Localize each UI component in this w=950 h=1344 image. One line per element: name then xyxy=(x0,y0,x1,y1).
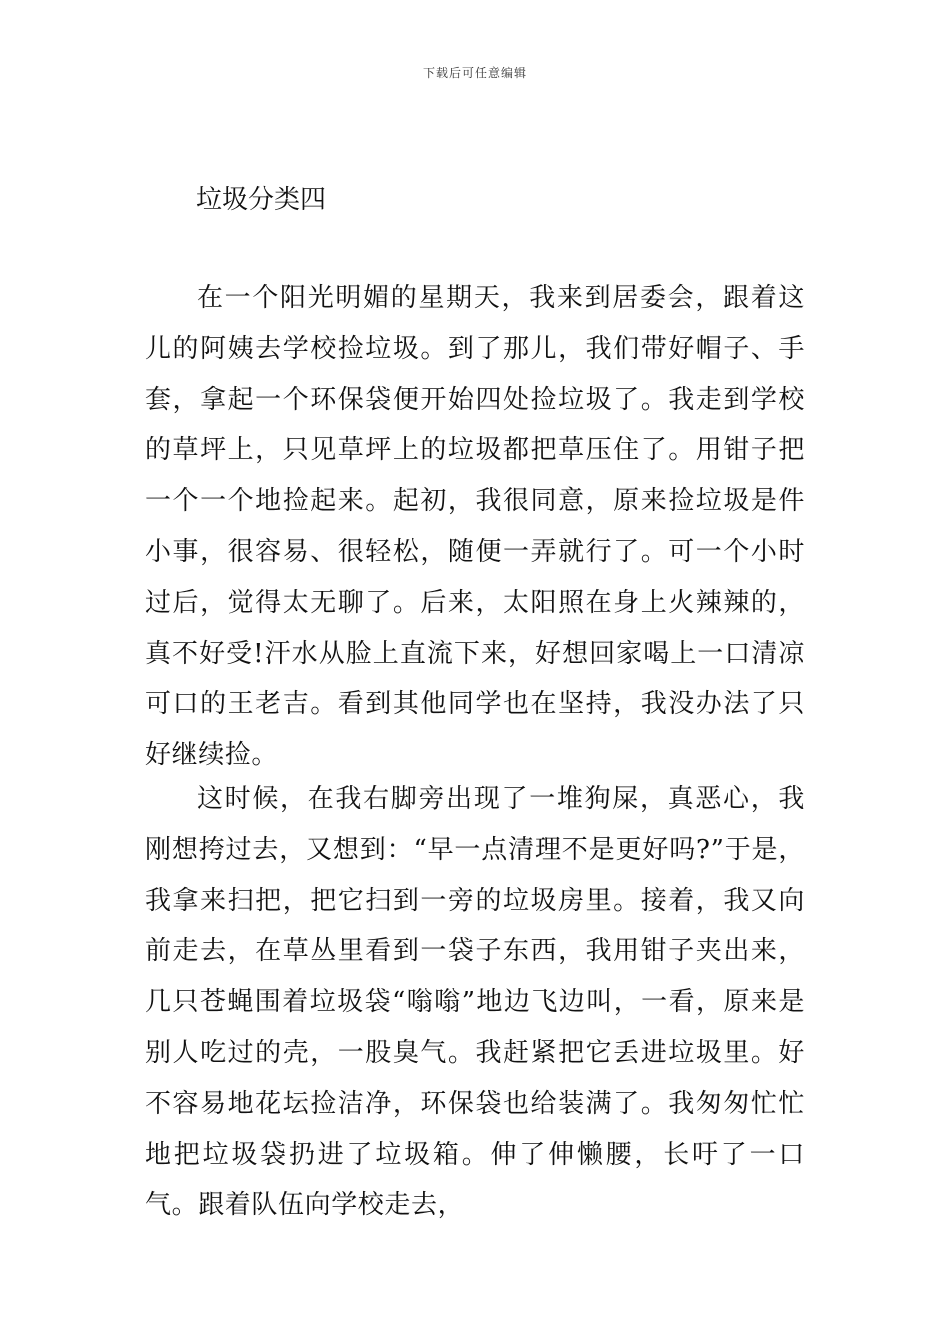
header-note: 下载后可任意编辑 xyxy=(422,66,527,80)
body-paragraph-1: 在一个阳光明媚的星期天，我来到居委会，跟着这儿的阿姨去学校捡垃圾。到了那儿，我们带好帽子、手套，拿起一个环保袋便开始四处捡垃圾了。我走到学校的草坪上，只见草坪上的垃圾都把草压住了。用钳子把一个一个地捡起来。起初，我很同意，原来捡垃圾是件小事，很容易、很轻松，随便一弄就行了。可一个小时过后，觉得太无聊了。后来，太阳照在身上火辣辣的，真不好受!汗水从脸上直流下来，好想回家喝上一口清凉可口的王老吉。看到其他同学也在坚持，我没办法了只好继续捡。 xyxy=(145,283,805,771)
document-title: 垃圾分类四 xyxy=(196,185,327,215)
body-paragraph-2: 这时候，在我右脚旁出现了一堆狗屎，真恶心，我刚想挎过去，又想到：“早一点清理不是更好吗?”于是，我拿来扫把，把它扫到一旁的垃圾房里。接着，我又向前走去，在草丛里看到一袋子东西，我用钳子夹出来，几只苍蝇围着垃圾袋“嗡嗡”地边飞边叫，一看，原来是别人吃过的壳，一股臭气。我赶紧把它丢进垃圾里。好不容易地花坛捡洁净，环保袋也给装满了。我匆匆忙忙地把垃圾袋扔进了垃圾箱。伸了伸懒腰，长吁了一口气。跟着队伍向学校走去， xyxy=(145,784,805,1221)
